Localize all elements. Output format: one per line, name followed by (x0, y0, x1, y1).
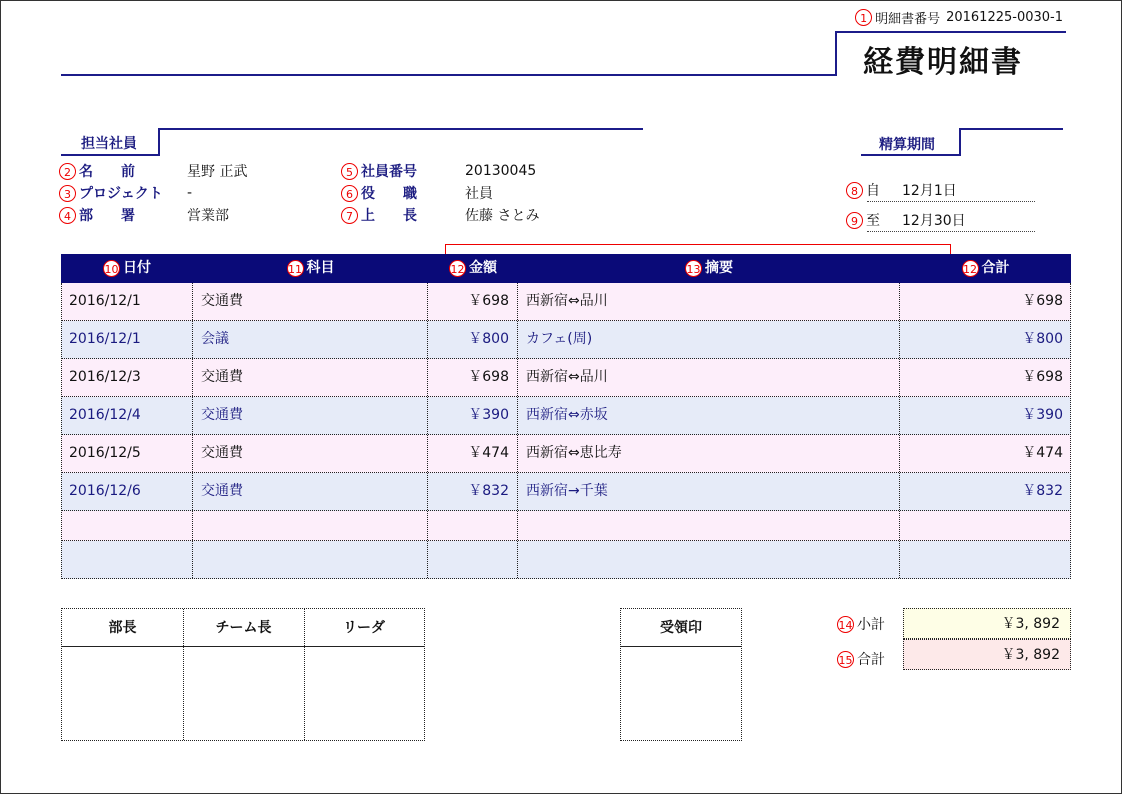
doc-number: 20161225-0030-1 (946, 10, 1063, 25)
cell-date: 2016/12/6 (61, 473, 193, 510)
cell-date (61, 511, 193, 540)
cell-total: ￥698 (1022, 369, 1063, 385)
cell-amount: ￥474 (428, 435, 518, 472)
marker-8: 8 (846, 182, 863, 199)
marker-4: 4 (59, 207, 76, 224)
table-row (61, 283, 1071, 321)
employee-section-title: 担当社員 (81, 136, 137, 152)
marker-9: 9 (846, 212, 863, 229)
cell-category: 会議 (193, 321, 428, 358)
header-total (900, 254, 1071, 283)
doc-number-label: 明細書番号 (875, 12, 941, 27)
field-value: - (187, 185, 193, 201)
cell-memo (518, 541, 900, 578)
doc-number-line (855, 8, 1063, 27)
period-to (846, 209, 966, 231)
cell-date: 2016/12/4 (61, 397, 193, 434)
cell-category (193, 541, 428, 578)
header-category (193, 254, 428, 283)
period-from-label: 自 (866, 183, 880, 199)
approval-divider (304, 609, 305, 740)
field-value: 20130045 (465, 163, 537, 179)
approval-head-leader: リーダ (304, 609, 424, 647)
field-value: 営業部 (187, 208, 229, 224)
total-label: 合計 (857, 652, 885, 668)
cell-category: 交通費 (193, 283, 428, 320)
header-rule-step (835, 31, 837, 76)
cell-total: ￥390 (1022, 407, 1063, 423)
cell-date: 2016/12/1 (61, 283, 193, 320)
field-project (59, 182, 192, 204)
header-rule-left (61, 74, 836, 76)
approval-head-manager: 部長 (62, 609, 183, 647)
receipt-stamp-box (620, 608, 742, 741)
field-position (341, 182, 493, 204)
field-value: 星野 正武 (187, 164, 248, 180)
subtotal-label: 小計 (857, 617, 885, 633)
cell-category: 交通費 (193, 435, 428, 472)
period-from-underline (867, 201, 1035, 202)
cell-amount: ￥698 (428, 283, 518, 320)
cell-date: 2016/12/1 (61, 321, 193, 358)
approval-head-team-leader: チーム長 (183, 609, 304, 647)
cell-date (61, 541, 193, 578)
cell-amount: ￥800 (428, 321, 518, 358)
cell-total (900, 511, 1071, 540)
cell-amount: ￥698 (428, 359, 518, 396)
approval-divider (183, 609, 184, 740)
header-date (61, 254, 193, 283)
employee-title-rule-top (158, 128, 643, 130)
header-amount (428, 254, 518, 283)
marker-13: 13 (685, 260, 702, 277)
marker-2: 2 (59, 163, 76, 180)
marker-3: 3 (59, 185, 76, 202)
table-row (61, 435, 1071, 473)
table-row (61, 541, 1071, 579)
employee-title-rule-bottom (61, 154, 159, 156)
header-label: 日付 (123, 260, 151, 276)
field-label: 名 前 (79, 164, 135, 180)
field-supervisor (341, 204, 539, 226)
table-row (61, 511, 1071, 541)
cell-amount: ￥832 (428, 473, 518, 510)
period-title-rule-bottom (861, 154, 961, 156)
field-label: 上 長 (361, 208, 417, 224)
field-employee-number (341, 160, 536, 182)
cell-amount (428, 511, 518, 540)
cell-memo: 西新宿⇔恵比寿 (518, 435, 900, 472)
cell-memo: 西新宿⇔赤坂 (518, 397, 900, 434)
period-title-rule-step (959, 128, 961, 156)
header-label: 合計 (981, 260, 1010, 276)
cell-category: 交通費 (193, 397, 428, 434)
cell-memo: 西新宿⇔品川 (518, 283, 900, 320)
marker-12: 12 (449, 260, 466, 277)
cell-amount: ￥390 (428, 397, 518, 434)
marker-10: 10 (103, 260, 120, 277)
marker-1: 1 (855, 9, 872, 26)
cell-total (900, 541, 1071, 578)
marker-6: 6 (341, 185, 358, 202)
cell-memo: 西新宿⇔品川 (518, 359, 900, 396)
cell-date: 2016/12/3 (61, 359, 193, 396)
period-from (846, 179, 957, 201)
period-title-rule-top (959, 128, 1063, 130)
period-from-value: 12月1日 (902, 183, 957, 199)
doc-title: 経費明細書 (863, 45, 1023, 80)
cell-amount (428, 541, 518, 578)
field-value: 佐藤 さとみ (465, 208, 540, 224)
subtotal-label-group (837, 614, 885, 634)
approval-stamp-box (61, 608, 425, 741)
field-value: 社員 (465, 186, 493, 202)
cell-total: ￥800 (1022, 331, 1063, 347)
header-memo (518, 254, 900, 283)
cell-category (193, 511, 428, 540)
field-label: プロジェクト (79, 186, 163, 202)
marker-14: 14 (837, 616, 854, 633)
table-header (61, 254, 1071, 283)
period-to-label: 至 (866, 213, 880, 229)
field-label: 部 署 (79, 208, 135, 224)
field-department (59, 204, 229, 226)
table-row (61, 359, 1071, 397)
period-to-value: 12月30日 (902, 213, 966, 229)
period-to-underline (867, 231, 1035, 232)
cell-memo: カフェ(周) (518, 321, 900, 358)
header-rule-right (835, 31, 1066, 33)
marker-12-total: 12 (962, 260, 979, 277)
field-name (59, 160, 247, 182)
marker-11: 11 (287, 260, 304, 277)
cell-category: 交通費 (193, 473, 428, 510)
period-section-title: 精算期間 (879, 137, 935, 153)
subtotal-value: ￥3, 892 (903, 608, 1071, 639)
header-label: 摘要 (705, 260, 733, 276)
cell-memo (518, 511, 900, 540)
cell-total: ￥698 (1022, 293, 1063, 309)
cell-date: 2016/12/5 (61, 435, 193, 472)
cell-category: 交通費 (193, 359, 428, 396)
total-label-group (837, 649, 885, 669)
marker-15: 15 (837, 651, 854, 668)
employee-title-rule-step (158, 128, 160, 156)
field-label: 役 職 (361, 186, 417, 202)
cell-total: ￥474 (1022, 445, 1063, 461)
cell-total: ￥832 (1022, 483, 1063, 499)
cell-memo: 西新宿→千葉 (518, 473, 900, 510)
table-row (61, 397, 1071, 435)
marker-7: 7 (341, 207, 358, 224)
table-row (61, 321, 1071, 359)
header-label: 科目 (306, 260, 335, 276)
total-value: ￥3, 892 (903, 639, 1071, 670)
receipt-head: 受領印 (621, 609, 741, 647)
header-label: 金額 (469, 260, 497, 276)
marker-5: 5 (341, 163, 358, 180)
table-row (61, 473, 1071, 511)
field-label: 社員番号 (361, 164, 417, 180)
